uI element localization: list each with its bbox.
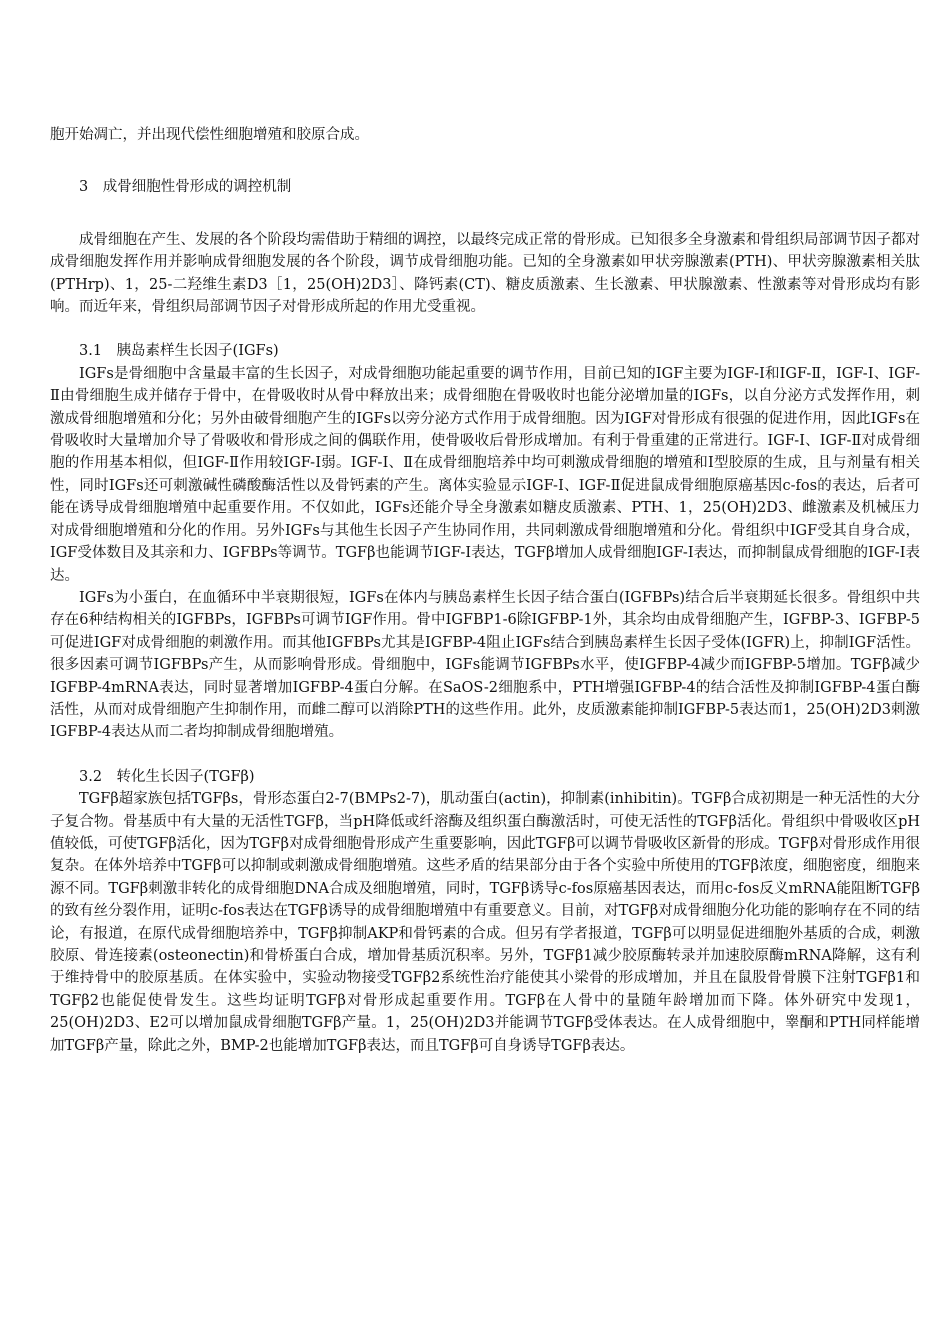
section-3-1-paragraph-2: IGFs为小蛋白，在血循环中半衰期很短，IGFs在体内与胰岛素样生长因子结合蛋白(IGFBPs)结合后半衰期延长很多。骨组织中共存在6种结构相关的IGFBPs，IGFBPs可调节IGF作用。骨中IGFBP1-6除IGFBP-1外，其余均由成骨细胞产生，IGFBP-3、IGFBP-5可促进IGF对成骨细胞的刺激作用。而其他IGFBPs尤其是IGFBP-4阻止IGFs结合到胰岛素样生长因子受体(IGFR)上，抑制IGF活性。很多因素可调节IGFBPs产生，从而影响骨形成。骨细胞中，IGFs能调节IGFBPs水平，使IGFBP-4减少而IGFBP-5增加。TGFβ减少IGFBP-4mRNA表达，同时显著增加IGFBP-4蛋白分解。在SaOS-2细胞系中，PTH增强IGFBP-4的结合活性及抑制IGFBP-4蛋白酶活性，从而对成骨细胞产生抑制作用，而雌二醇可以消除PTH的这些作用。此外，皮质激素能抑制IGFBP-5表达而1，25(OH)2D3刺激IGFBP-4表达从而二者均抑制成骨细胞增殖。 bbox=[50, 589, 920, 741]
intro-line: 胞开始凋亡，并出现代偿性细胞增殖和胶原合成。 bbox=[50, 127, 369, 143]
spacer bbox=[50, 318, 920, 340]
section-3-1-heading: 3.1 胰岛素样生长因子(IGFs) bbox=[79, 343, 279, 360]
section-3-1-paragraph-1: IGFs是骨细胞中含量最丰富的生长因子，对成骨细胞功能起重要的调节作用，目前已知的IGF主要为IGF-Ⅰ和IGF-Ⅱ，IGF-Ⅰ、IGF-Ⅱ由骨细胞生成并储存于骨中，在骨吸收时从骨中释放出来；成骨细胞在骨吸收时也能分泌增加量的IGFs，以自分泌方式发挥作用，刺激成骨细胞增殖和分化；另外由破骨细胞产生的IGFs以旁分泌方式作用于成骨细胞。因为IGF对骨形成有很强的促进作用，因此IGFs在骨吸收时大量增加介导了骨吸收和骨形成之间的偶联作用，使骨吸收后骨形成增加。有利于骨重建的正常进行。IGF-Ⅰ、IGF-Ⅱ对成骨细胞的作用基本相似，但IGF-Ⅱ作用较IGF-Ⅰ弱。IGF-Ⅰ、Ⅱ在成骨细胞培养中均可刺激成骨细胞的增殖和Ⅰ型胶原的生成，且与剂量有相关性，同时IGFs还可刺激碱性磷酸酶活性以及骨钙素的产生。离体实验显示IGF-Ⅰ、IGF-Ⅱ促进鼠成骨细胞原癌基因c-fos的表达，后者可能在诱导成骨细胞增殖中起重要作用。不仅如此，IGFs还能介导全身激素如糖皮质激素、PTH、1，25(OH)2D3、雌激素及机械压力对成骨细胞增殖和分化的作用。另外IGFs与其他生长因子产生协同作用，共同刺激成骨细胞增殖和分化。骨组织中IGF受其自身合成，IGF受体数目及其亲和力、IGFBPs等调节。TGFβ也能调节IGF-Ⅰ表达，TGFβ增加人成骨细胞IGF-Ⅰ表达，而抑制鼠成骨细胞的IGF-Ⅰ表达。 bbox=[50, 365, 920, 584]
section-3-2-heading: 3.2 转化生长因子(TGFβ) bbox=[79, 768, 255, 785]
section-3-2-paragraph: TGFβ超家族包括TGFβs，骨形态蛋白2-7(BMPs2-7)，肌动蛋白(actin)，抑制素(inhibitin)。TGFβ合成初期是一种无活性的大分子复合物。骨基质中有大量的无活性TGFβ，当pH降低或纤溶酶及组织蛋白酶激活时，可使无活性的TGFβ活化。骨组织中骨吸收区pH值较低，可使TGFβ活化，因为TGFβ对成骨细胞骨形成产生重要影响，因此TGFβ可以调节骨吸收区新骨的形成。TGFβ对骨形成作用很复杂。在体外培养中TGFβ可以抑制或刺激成骨细胞增殖。这些矛盾的结果部分由于各个实验中所使用的TGFβ浓度，细胞密度，细胞来源不同。TGFβ刺激非转化的成骨细胞DNA合成及细胞增殖，同时，TGFβ诱导c-fos原癌基因表达，而用c-fos反义mRNA能阻断TGFβ的致有丝分裂作用，证明c-fos表达在TGFβ诱导的成骨细胞增殖中有重要意义。目前，对TGFβ对成骨细胞分化功能的影响存在不同的结论，有报道，在原代成骨细胞培养中，TGFβ抑制AKP和骨钙素的合成。但另有学者报道，TGFβ可以明显促进细胞外基质的合成，刺激胶原、骨连接素(osteonectin)和骨桥蛋白合成，增加骨基质沉积率。另外，TGFβ1减少胶原酶转录并加速胶原酶mRNA降解，这有利于维持骨中的胶原基质。在体实验中，实验动物接受TGFβ2系统性治疗能使其小梁骨的形成增加，并且在鼠股骨骨膜下注射TGFβ1和TGFβ2也能促使骨发生。这些均证明TGFβ对骨形成起重要作用。TGFβ在人骨中的量随年龄增加而下降。体外研究中发现1，25(OH)2D3、E2可以增加鼠成骨细胞TGFβ产量。1，25(OH)2D3并能调节TGFβ受体表达。在人成骨细胞中，睾酮和PTH同样能增加TGFβ产量，除此之外，BMP-2也能增加TGFβ表达，而且TGFβ可自身诱导TGFβ表达。 bbox=[50, 791, 920, 1054]
document-page bbox=[50, 124, 920, 1057]
section-3-heading: 3 成骨细胞性骨形成的调控机制 bbox=[79, 179, 292, 196]
spacer bbox=[50, 744, 920, 766]
spacer bbox=[50, 199, 920, 229]
section-3-paragraph: 成骨细胞在产生、发展的各个阶段均需借助于精细的调控，以最终完成正常的骨形成。已知很多全身激素和骨组织局部调节因子都对成骨细胞发挥作用并影响成骨细胞发展的各个阶段，调节成骨细胞功能。已知的全身激素如甲状旁腺激素(PTH)、甲状旁腺激素相关肽(PTHrp)、1，25-二羟维生素D3［1，25(OH)2D3］、降钙素(CT)、糖皮质激素、生长激素、甲状腺激素、性激素等对骨形成均有影响。而近年来，骨组织局部调节因子对骨形成所起的作用尤受重视。 bbox=[50, 231, 920, 316]
spacer bbox=[50, 146, 920, 176]
